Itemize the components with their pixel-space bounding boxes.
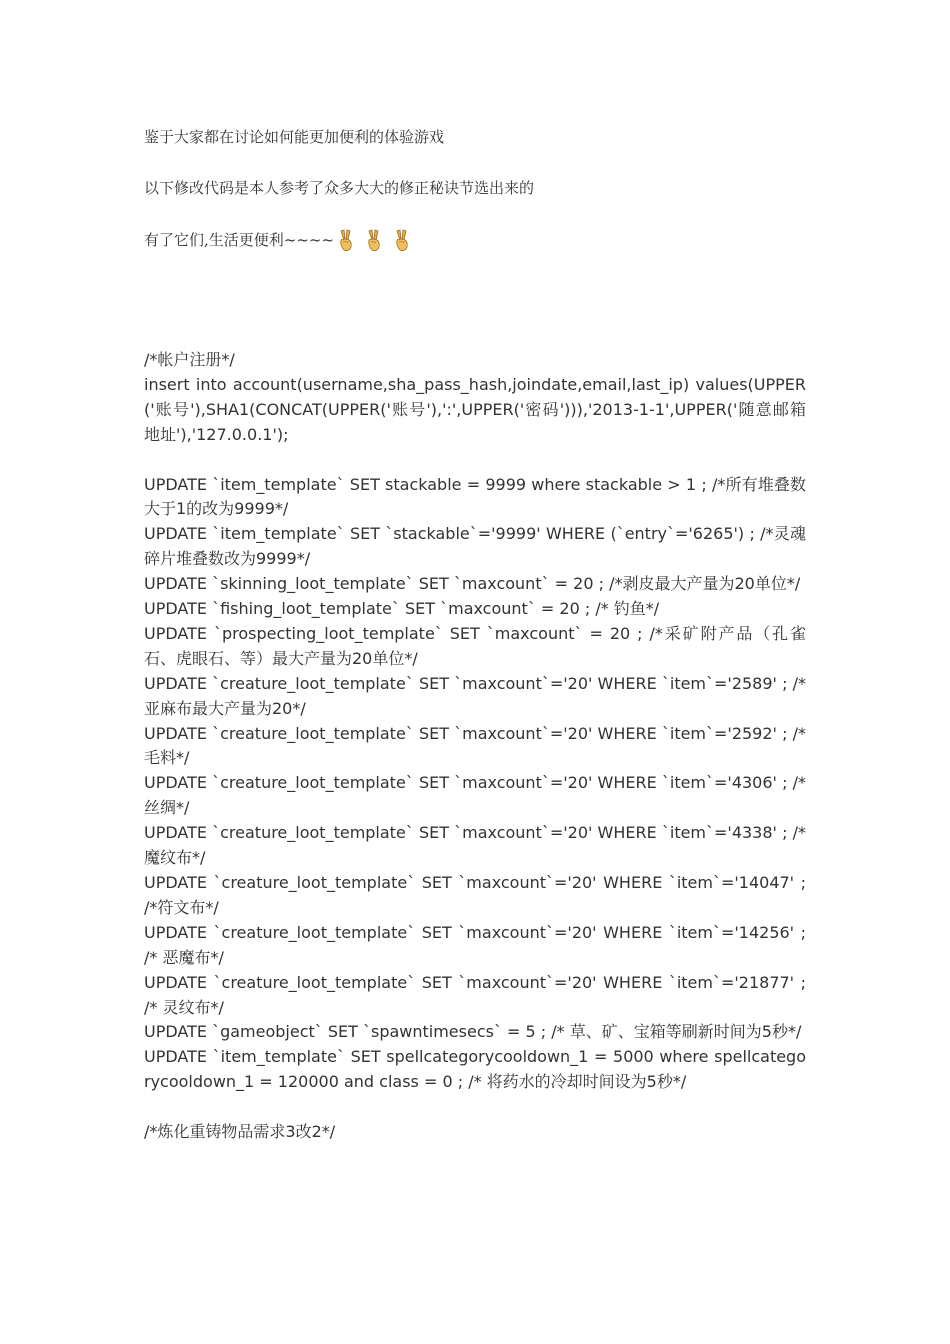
sql-code-block: [144, 348, 806, 1145]
victory-hand-icon: [392, 229, 412, 253]
update-statement: UPDATE `creature_loot_template` SET `maxcount`='20' WHERE `item`='4306' ; /*丝绸*/: [144, 773, 806, 818]
intro-line-3-text: 有了它们,生活更便利~~~~: [144, 231, 335, 249]
update-statement: UPDATE `creature_loot_template` SET `maxcount`='20' WHERE `item`='2592' ; /*毛料*/: [144, 723, 806, 768]
update-statement: UPDATE `creature_loot_template` SET `maxcount`='20' WHERE `item`='21877' ; /* 灵纹布*/: [144, 972, 806, 1017]
intro-line-1: 鉴于大家都在讨论如何能更加便利的体验游戏: [144, 128, 445, 146]
update-statement: UPDATE `creature_loot_template` SET `maxcount`='20' WHERE `item`='14256' ; /* 恶魔布*/: [144, 922, 806, 967]
update-statement: UPDATE `creature_loot_template` SET `maxcount`='20' WHERE `item`='14047' ; /*符文布*/: [144, 873, 806, 917]
intro-line-3: [144, 229, 415, 253]
transmute-comment: /*炼化重铸物品需求3改2*/: [144, 1122, 336, 1142]
blank-line: [144, 1095, 806, 1120]
update-statement: UPDATE `prospecting_loot_template` SET `maxcount` = 20 ; /*采矿附产品（孔雀石、虎眼石、等）最大产量为20单位*/: [144, 623, 806, 668]
blank-line: [144, 448, 806, 473]
update-statement: UPDATE `item_template` SET spellcategorycooldown_1 = 5000 where spellcategorycooldown_1 = 120000 and class = 0 ; /* 将药水的冷却时间设为5秒*/: [144, 1047, 806, 1092]
account-comment: /*帐户注册*/: [144, 350, 235, 369]
account-insert-sql: insert into account(username,sha_pass_hash,joindate,email,last_ip) values(UPPER('账号'),SHA1(CONCAT(UPPER('账号'),':',UPPER('密码'))),'2013-1-1',UPPER('随意邮箱地址'),'127.0.0.1');: [144, 374, 806, 444]
update-statement: UPDATE `fishing_loot_template` SET `maxcount` = 20 ; /* 钓鱼*/: [144, 599, 660, 619]
update-statement: UPDATE `item_template` SET `stackable`='9999' WHERE (`entry`='6265') ; /*灵魂碎片堆叠数改为9999*/: [144, 524, 806, 569]
emoji-group: [336, 229, 415, 253]
intro-line-2: 以下修改代码是本人参考了众多大大的修正秘诀节选出来的: [144, 179, 535, 197]
update-statement: UPDATE `creature_loot_template` SET `maxcount`='20' WHERE `item`='4338' ; /* 魔纹布*/: [144, 823, 806, 868]
victory-hand-icon: [364, 229, 384, 253]
update-statement: UPDATE `creature_loot_template` SET `maxcount`='20' WHERE `item`='2589' ; /*亚麻布最大产量为20*/: [144, 673, 806, 718]
victory-hand-icon: [336, 229, 356, 253]
update-statement: UPDATE `gameobject` SET `spawntimesecs` = 5 ; /* 草、矿、宝箱等刷新时间为5秒*/: [144, 1022, 802, 1042]
update-statement: UPDATE `skinning_loot_template` SET `maxcount` = 20 ; /*剥皮最大产量为20单位*/: [144, 574, 801, 594]
update-statement: UPDATE `item_template` SET stackable = 9999 where stackable > 1 ; /*所有堆叠数大于1的改为9999*/: [144, 474, 806, 519]
